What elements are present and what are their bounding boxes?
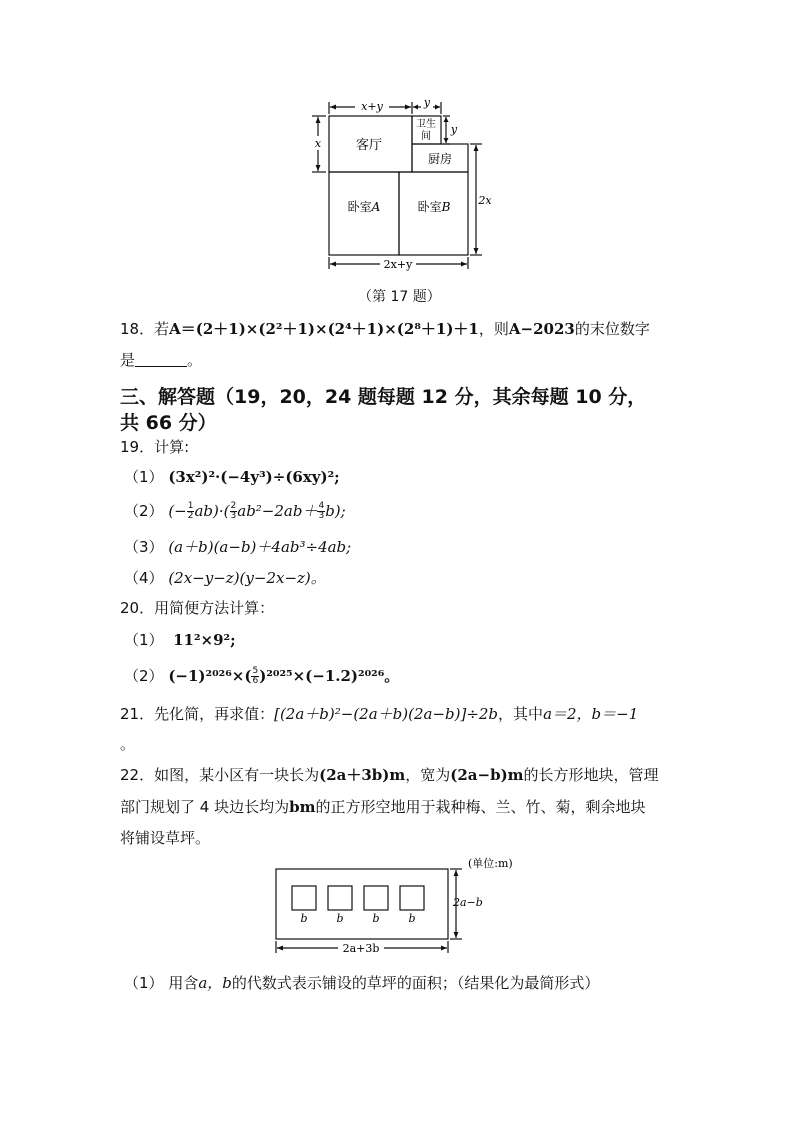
square-plot <box>328 886 352 910</box>
label-bed-a-var: A <box>371 200 381 214</box>
q18-tail: 的末位数字 <box>574 320 650 338</box>
dim-side: 2a−b <box>453 896 483 909</box>
q21-expr: [(2a＋b)²−(2a＋b)(2a−b)]÷2b <box>274 705 499 723</box>
q19-part4 <box>124 567 326 588</box>
svg-text:卧室A <box>348 199 381 214</box>
q22-l1-a: 22．如图，某小区有一块长为 <box>120 766 320 784</box>
q18-expr: A＝(2＋1)×(2²＋1)×(2⁴＋1)×(2⁸＋1)＋1 <box>169 320 479 338</box>
q18-mid: ，则 <box>478 320 509 338</box>
dim-right-2x: 2x <box>478 194 492 207</box>
square-plot <box>292 886 316 910</box>
dim-left-x: x <box>314 137 322 150</box>
q19-p1-label: （1） <box>124 468 164 486</box>
square-label: b <box>408 912 416 925</box>
q19-part1 <box>124 466 340 487</box>
q20-p2-label: （2） <box>124 667 164 685</box>
square-plot <box>400 886 424 910</box>
floor-plan-figure <box>300 92 500 274</box>
q22-line1 <box>120 764 659 785</box>
figure-caption: （第 17 题） <box>358 289 441 305</box>
q20-title: 20．用简便方法计算： <box>120 599 275 617</box>
q22-line3: 将铺设草坪。 <box>120 829 211 847</box>
section-heading-line2: 共 66 分） <box>120 412 217 434</box>
svg-text:卧室B <box>418 199 451 214</box>
q20-part1 <box>124 629 236 650</box>
fraction: $\frac{2}{3}$ <box>230 501 237 521</box>
q18-line2: 是 <box>120 351 136 369</box>
q18-num: 18．若 <box>120 320 170 338</box>
label-living: 客厅 <box>355 138 383 153</box>
q19-p3-label: （3） <box>124 538 164 556</box>
fraction: $\frac{4}{3}$ <box>318 501 325 521</box>
square-plot <box>364 886 388 910</box>
q22-line2 <box>120 796 645 817</box>
q20-p2-a: (−1)²⁰²⁶×( <box>168 667 252 685</box>
dim-bottom: 2a+3b <box>342 942 380 955</box>
fraction: $\frac{5}{6}$ <box>252 666 259 686</box>
question-21 <box>120 703 638 724</box>
q21-end: 。 <box>120 735 136 753</box>
q19-p2-a: (− <box>168 502 187 520</box>
q19-p4-label: （4） <box>124 569 164 587</box>
q22-l1-e1: (2a＋3b)m <box>319 766 406 784</box>
q18-expr2: A−2023 <box>508 320 575 338</box>
square-label: b <box>336 912 344 925</box>
label-bath-1: 卫生 <box>416 119 436 130</box>
q19-p1-expr: (3x²)²·(−4y³)÷(6xy)²; <box>168 468 340 486</box>
q19-part3 <box>124 536 351 557</box>
q20-part2 <box>124 665 399 686</box>
q19-p4-expr: (2x−y−z)(y−2x−z)。 <box>168 569 326 587</box>
dim-top-xy: x+y <box>361 100 383 113</box>
square-label: b <box>300 912 308 925</box>
label-bed-b-var: B <box>441 200 451 214</box>
dim-bottom: 2x+y <box>383 258 413 271</box>
q20-p1-expr: 11²×9²; <box>173 631 236 649</box>
q22-l1-b: ，宽为 <box>405 766 451 784</box>
q19-part2 <box>124 500 346 521</box>
label-bath-2: 间 <box>421 131 431 142</box>
plot-outline <box>276 869 448 939</box>
q22-p1-label: （1） <box>124 974 164 992</box>
garden-plot-figure <box>270 853 540 963</box>
q21-vals: a＝2，b＝−1 <box>543 705 639 723</box>
label-bed-b-prefix: 卧室 <box>417 200 442 214</box>
q19-p2-label: （2） <box>124 502 164 520</box>
q22-part1 <box>124 972 599 993</box>
label-bed-a-prefix: 卧室 <box>347 200 372 214</box>
dim-top-y: y <box>423 96 431 109</box>
section-heading-line1: 三、解答题（19，20，24 题每题 12 分，其余每题 10 分， <box>120 386 647 408</box>
q18-end: 。 <box>187 351 203 369</box>
fraction: $\frac{1}{2}$ <box>187 501 194 521</box>
q20-p1-label: （1） <box>124 631 164 649</box>
answer-blank <box>135 352 187 367</box>
q22-l2-a: 部门规划了 4 块边长均为 <box>120 798 290 816</box>
dim-right-y: y <box>450 123 458 136</box>
question-18-line2 <box>120 349 202 370</box>
q21-mid: ，其中 <box>498 705 544 723</box>
q19-p2-b: ab)·( <box>194 502 230 520</box>
q20-p2-b: )²⁰²⁵×(−1.2)²⁰²⁶。 <box>259 667 400 685</box>
q19-p2-d: b); <box>325 502 346 520</box>
q22-l2-e: bm <box>289 798 316 816</box>
q19-p3-expr: (a＋b)(a−b)＋4ab³÷4ab; <box>168 538 352 556</box>
q22-p1-vars: a，b <box>198 974 232 992</box>
question-18 <box>120 318 650 339</box>
q22-p1-a: 用含 <box>168 974 199 992</box>
label-kitchen: 厨房 <box>427 152 453 166</box>
square-label: b <box>372 912 380 925</box>
unit-label: (单位:m) <box>468 857 513 870</box>
q22-l2-b: 的正方形空地用于栽种梅、兰、竹、菊，剩余地块 <box>315 798 646 816</box>
q22-l1-e2: (2a−b)m <box>450 766 524 784</box>
q21-text: 21．先化简，再求值： <box>120 705 275 723</box>
q22-l1-c: 的长方形地块，管理 <box>523 766 659 784</box>
q19-p2-c: ab²−2ab＋ <box>237 502 318 520</box>
q22-p1-b: 的代数式表示铺设的草坪的面积；（结果化为最简形式） <box>231 974 600 992</box>
q19-title: 19．计算: <box>120 438 190 456</box>
